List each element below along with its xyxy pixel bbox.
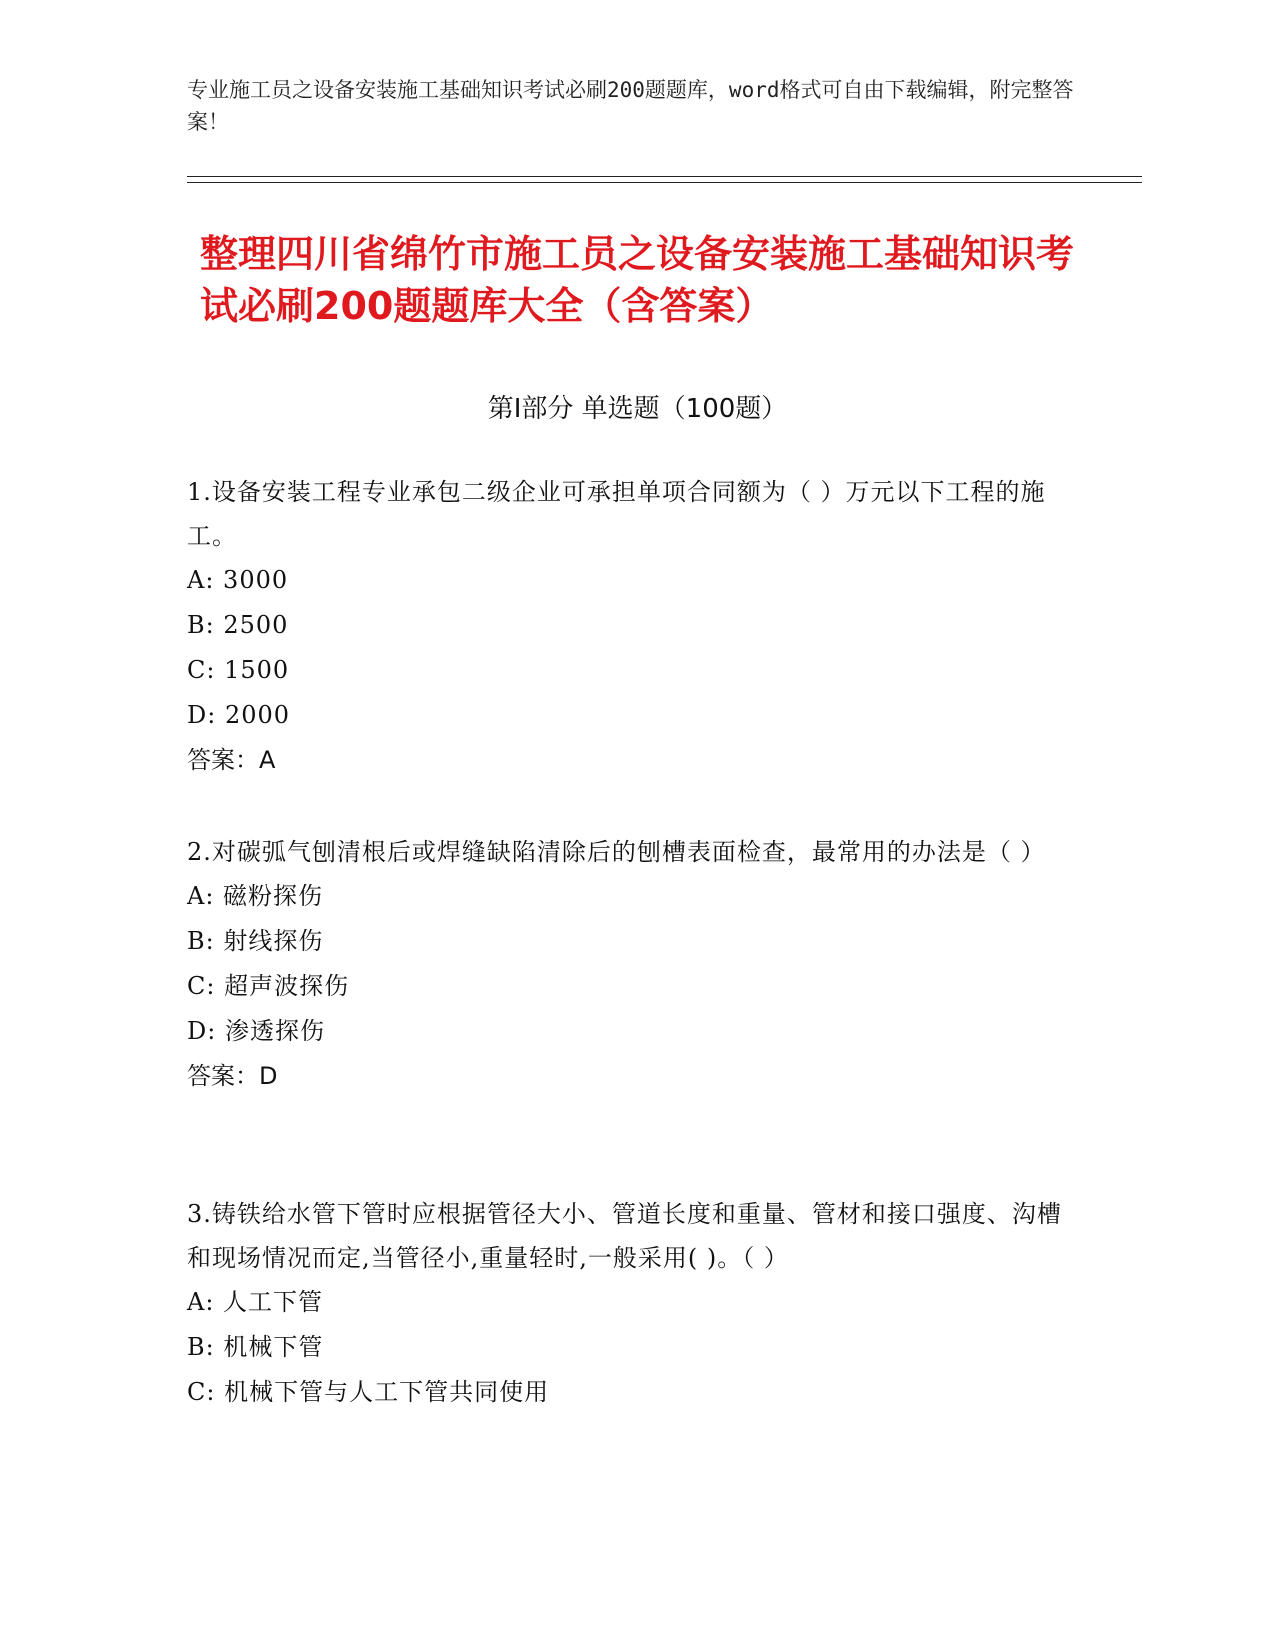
option-b: B: 射线探伤 [187,927,324,955]
option-c: C: 超声波探伤 [187,972,350,1000]
header-divider-top [187,176,1142,177]
header-note: 专业施工员之设备安装施工基础知识考试必刷200题题库，word格式可自由下载编辑，附完整答案！ [187,78,1074,134]
option-d: D: 2000 [187,701,291,729]
document-title: 整理四川省绵竹市施工员之设备安装施工基础知识考试必刷200题题库大全（含答案） [200,232,1075,328]
option-a: A: 人工下管 [187,1288,324,1316]
question-1 [187,470,1077,783]
option-b: B: 机械下管 [187,1333,324,1361]
question-2 [187,830,1077,1099]
question-stem: 1.设备安装工程专业承包二级企业可承担单项合同额为（ ）万元以下工程的施工。 [187,478,1046,550]
answer: 答案：A [187,746,276,774]
option-a: A: 3000 [187,566,289,594]
option-b: B: 2500 [187,611,289,639]
question-3 [187,1192,1077,1415]
answer: 答案：D [187,1062,278,1090]
option-d: D: 渗透探伤 [187,1017,325,1045]
option-c: C: 1500 [187,656,290,684]
question-stem: 2.对碳弧气刨清根后或焊缝缺陷清除后的刨槽表面检查，最常用的办法是（ ） [187,838,1046,866]
option-a: A: 磁粉探伤 [187,882,324,910]
option-c: C: 机械下管与人工下管共同使用 [187,1378,550,1406]
section-heading: 第Ⅰ部分 单选题（100题） [487,394,788,424]
header-divider-bottom [187,182,1142,183]
question-stem: 3.铸铁给水管下管时应根据管径大小、管道长度和重量、管材和接口强度、沟槽和现场情况而定,当管径小,重量轻时,一般采用( )。（ ） [187,1200,1062,1272]
